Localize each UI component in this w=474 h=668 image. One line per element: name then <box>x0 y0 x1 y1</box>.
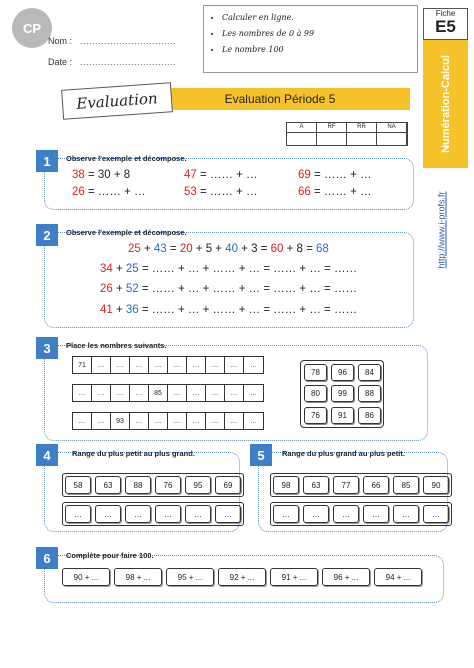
grid-cell[interactable]: … <box>168 357 187 373</box>
exercise-6-number: 6 <box>36 547 58 569</box>
number-tile: 63 <box>95 476 121 494</box>
site-link[interactable] <box>430 175 454 285</box>
ex1-item[interactable]: 47 = …… + … <box>184 169 258 181</box>
answer-tile[interactable]: … <box>423 505 449 523</box>
grid-cell: 93 <box>111 413 130 429</box>
grid-cell[interactable]: … <box>111 385 130 401</box>
number-tile[interactable]: 84 <box>358 364 381 381</box>
grid-cell[interactable]: … <box>111 357 130 373</box>
number-tile: 58 <box>65 476 91 494</box>
exercise-1-instruction: Observe l'exemple et décompose. <box>66 154 187 163</box>
exercise-6-instruction: Complète pour faire 100. <box>66 551 154 560</box>
fiche-label: Fiche <box>435 9 456 18</box>
grade-a[interactable]: A <box>287 123 317 145</box>
level-badge: CP <box>12 8 52 48</box>
competences-box <box>203 5 418 73</box>
answer-tile[interactable]: … <box>273 505 299 523</box>
name-field[interactable]: ................................ <box>80 36 177 46</box>
name-label: Nom : <box>48 36 73 46</box>
grid-cell[interactable]: … <box>250 417 257 425</box>
grid-cell[interactable]: … <box>187 385 206 401</box>
answer-tile[interactable]: … <box>65 505 91 523</box>
number-tile: 95 <box>185 476 211 494</box>
answer-tile[interactable]: … <box>185 505 211 523</box>
grid-cell[interactable]: … <box>168 385 187 401</box>
fiche-code: E5 <box>435 17 456 36</box>
competence-item: • Le nombre 100 <box>222 42 409 58</box>
ex2-item[interactable]: 41 + 36 = …… + … + …… + … = …… + … = …… <box>100 304 357 316</box>
grid-cell[interactable]: … <box>187 413 206 429</box>
grid-cell[interactable]: … <box>92 413 111 429</box>
ex1-item[interactable]: 66 = …… + … <box>298 186 372 198</box>
complement-tile[interactable]: 92 + ... <box>218 568 266 586</box>
exercise-2-instruction: Observe l'exemple et décompose. <box>66 228 187 237</box>
answer-tile[interactable]: … <box>363 505 389 523</box>
exercise-1-number: 1 <box>36 150 58 172</box>
grid-cell[interactable]: … <box>250 361 257 369</box>
ex4-numbers <box>62 473 244 497</box>
grid-cell[interactable]: … <box>92 385 111 401</box>
grid-cell[interactable]: … <box>187 357 206 373</box>
grid-cell[interactable]: … <box>225 413 244 429</box>
complement-tile[interactable]: 94 + ... <box>374 568 422 586</box>
answer-tile[interactable]: … <box>155 505 181 523</box>
number-tile: 69 <box>215 476 241 494</box>
subject-banner <box>423 40 468 168</box>
number-tile[interactable]: 80 <box>304 385 327 402</box>
grade-na[interactable]: NA <box>377 123 407 145</box>
number-tile: 76 <box>155 476 181 494</box>
number-tile: 90 <box>423 476 449 494</box>
grid-cell: 71 <box>73 357 92 373</box>
number-tile: 88 <box>125 476 151 494</box>
number-tile: 63 <box>303 476 329 494</box>
grid-cell[interactable]: … <box>130 385 149 401</box>
grid-cell[interactable]: … <box>92 357 111 373</box>
number-tile[interactable]: 96 <box>331 364 354 381</box>
ex2-item[interactable]: 26 + 52 = …… + … + …… + … = …… + … = …… <box>100 283 357 295</box>
subject-label: Numération-Calcul <box>439 55 452 153</box>
number-tile[interactable]: 88 <box>358 385 381 402</box>
ex5-numbers <box>270 473 452 497</box>
grid-cell[interactable]: … <box>73 413 92 429</box>
grid-cell[interactable]: … <box>149 357 168 373</box>
date-label: Date : <box>48 57 73 67</box>
exercise-4-instruction: Range du plus petit au plus grand. <box>72 449 195 458</box>
grid-cell[interactable]: … <box>130 413 149 429</box>
ex1-item[interactable]: 69 = …… + … <box>298 169 372 181</box>
grade-rr[interactable]: RR <box>347 123 377 145</box>
answer-tile[interactable]: … <box>393 505 419 523</box>
exercise-3-instruction: Place les nombres suivants. <box>66 341 167 350</box>
grid-cell[interactable]: … <box>206 357 225 373</box>
evaluation-label: Evaluation <box>75 89 159 113</box>
grid-cell[interactable]: … <box>225 357 244 373</box>
grid-cell[interactable]: … <box>73 385 92 401</box>
competence-item: • Calculer en ligne. <box>222 10 409 26</box>
grid-cell[interactable]: … <box>206 413 225 429</box>
exercise-2-number: 2 <box>36 224 58 246</box>
grid-cell: 85 <box>149 385 168 401</box>
grid-cell[interactable]: … <box>225 385 244 401</box>
number-grid-row <box>72 412 264 430</box>
grid-cell[interactable]: … <box>168 413 187 429</box>
exercise-1-box <box>44 158 414 210</box>
exercise-4-number: 4 <box>36 444 58 466</box>
numbers-to-place <box>300 360 384 428</box>
number-tile: 98 <box>273 476 299 494</box>
grid-cell[interactable]: … <box>130 357 149 373</box>
complement-tile[interactable]: 90 + ... <box>62 568 110 586</box>
number-tile[interactable]: 91 <box>331 407 354 424</box>
answer-tile[interactable]: … <box>333 505 359 523</box>
number-tile[interactable]: 99 <box>331 385 354 402</box>
complement-tile[interactable]: 96 + ... <box>322 568 370 586</box>
grid-cell[interactable]: … <box>206 385 225 401</box>
number-tile[interactable]: 78 <box>304 364 327 381</box>
ex1-item[interactable]: 26 = …… + … <box>72 186 146 198</box>
number-grid-row <box>72 356 264 374</box>
answer-tile[interactable]: … <box>215 505 241 523</box>
page-title: Evaluation Période 5 <box>150 88 410 110</box>
answer-tile[interactable]: … <box>95 505 121 523</box>
grade-rf[interactable]: RF <box>317 123 347 145</box>
number-tile: 66 <box>363 476 389 494</box>
ex1-item[interactable]: 53 = …… + … <box>184 186 258 198</box>
number-tile: 85 <box>393 476 419 494</box>
exercise-5-number: 5 <box>250 444 272 466</box>
date-field[interactable]: ................................ <box>80 57 177 67</box>
number-tile: 77 <box>333 476 359 494</box>
answer-tile[interactable]: … <box>125 505 151 523</box>
grid-cell[interactable]: … <box>149 413 168 429</box>
number-tile[interactable]: 86 <box>358 407 381 424</box>
number-tile[interactable]: 76 <box>304 407 327 424</box>
site-url[interactable]: http://www.i-profs.fr <box>437 191 447 269</box>
ex1-item: 38 = 30 + 8 <box>72 169 131 181</box>
grade-table <box>286 122 408 146</box>
grid-cell[interactable]: … <box>250 389 257 397</box>
complement-tile[interactable]: 98 + ... <box>114 568 162 586</box>
evaluation-banner <box>61 82 173 120</box>
complement-tile[interactable]: 91 + ... <box>270 568 318 586</box>
fiche-tag <box>423 8 468 40</box>
competence-item: • Les nombres de 0 à 99 <box>222 26 409 42</box>
exercise-3-number: 3 <box>36 337 58 359</box>
answer-tile[interactable]: … <box>303 505 329 523</box>
exercise-5-instruction: Range du plus grand au plus petit. <box>282 449 405 458</box>
complement-tile[interactable]: 95 + ... <box>166 568 214 586</box>
ex6-items <box>62 568 422 586</box>
ex4-answers <box>62 502 244 526</box>
ex2-example: 25 + 43 = 20 + 5 + 40 + 3 = 60 + 8 = 68 <box>128 243 329 255</box>
ex5-answers <box>270 502 452 526</box>
number-grid-row <box>72 384 264 402</box>
ex2-item[interactable]: 34 + 25 = …… + … + …… + … = …… + … = …… <box>100 263 357 275</box>
